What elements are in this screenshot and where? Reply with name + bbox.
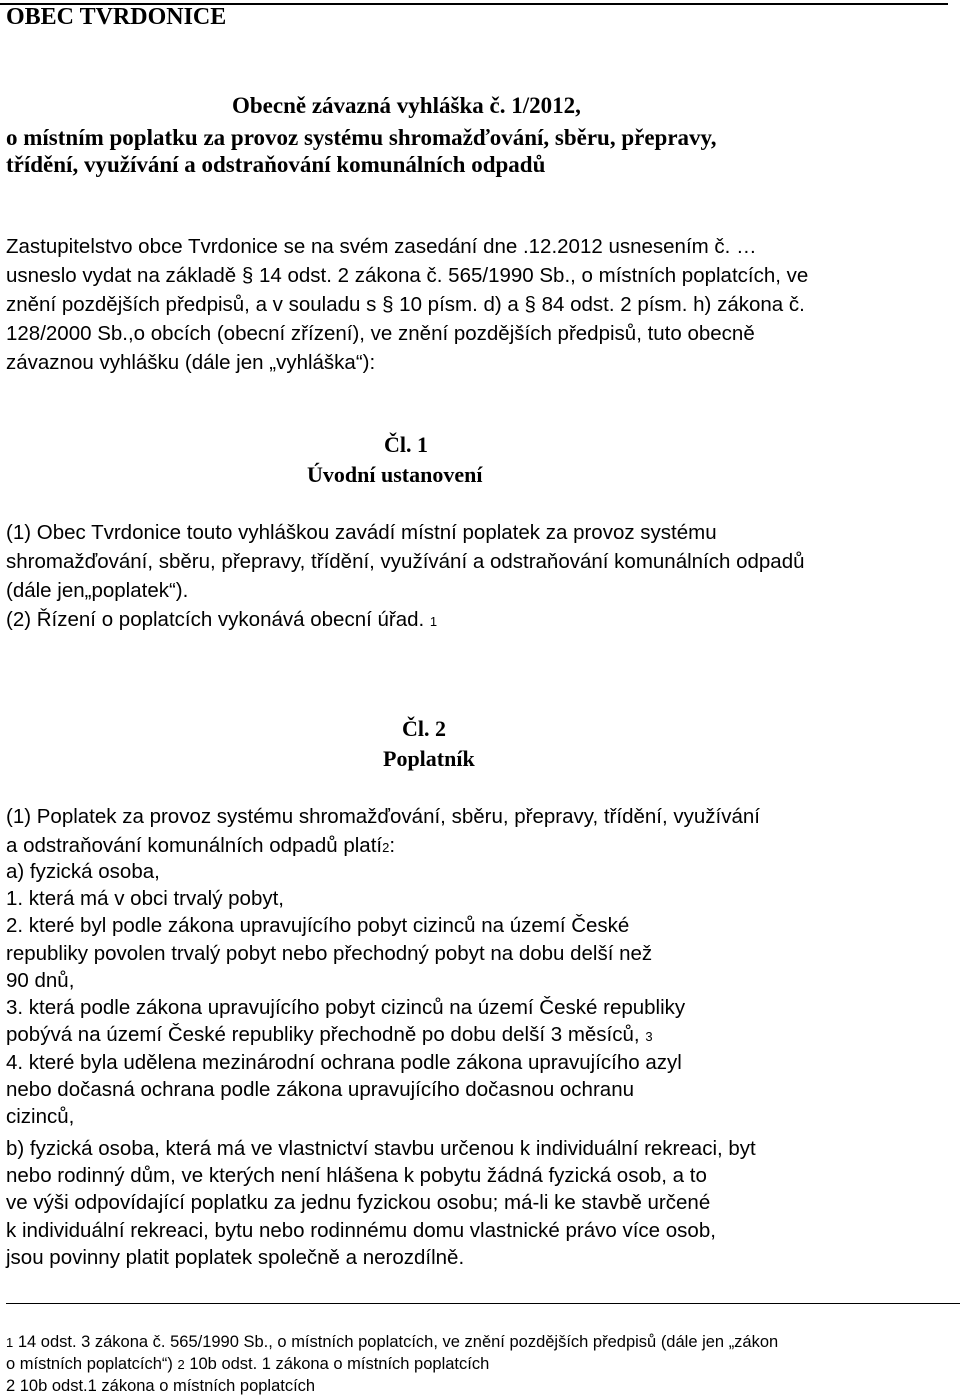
preamble-line: znění pozdějších předpisů, a v souladu s § 10 písm. d) a § 84 odst. 2 písm. h) zákona č.: [6, 293, 805, 316]
preamble-line: usneslo vydat na základě § 14 odst. 2 zákona č. 565/1990 Sb., o místních poplatcích, ve: [6, 264, 809, 287]
footnote-text: 10b odst. 1 zákona o místních poplatcích: [189, 1355, 490, 1373]
footnote-separator: [6, 1303, 960, 1304]
article1-line: (1) Obec Tvrdonice touto vyhláškou zavádí místní poplatek za provoz systému: [6, 521, 717, 544]
article2-line: 3. která podle zákona upravujícího pobyt cizinců na území České republiky: [6, 996, 686, 1019]
footnote-number: 1: [6, 1335, 14, 1350]
footnote-ref: 2: [382, 840, 390, 855]
article2-line-with-ref: [6, 1020, 653, 1051]
article2-line: nebo rodinný dům, ve kterých není hlášena k pobytu žádná fyzická osob, a to: [6, 1164, 707, 1187]
article2-line-text: pobývá na území České republiky přechodně po dobu delší 3 měsíců,: [6, 1023, 640, 1046]
footnote-1-cont: [6, 1355, 489, 1374]
ordinance-title-line2: o místním poplatku za provoz systému shromažďování, sběru, přepravy,: [6, 125, 717, 150]
article2-number: Čl. 2: [402, 716, 446, 741]
footnote-1: [6, 1333, 778, 1352]
footnote-text: o místních poplatcích“): [6, 1355, 173, 1373]
article2-line: jsou povinny platit poplatek společně a nerozdílně.: [6, 1246, 465, 1269]
article2-line-text: a odstraňování komunálních odpadů platí: [6, 834, 383, 857]
preamble-line: 128/2000 Sb.,o obcích (obecní zřízení), ve znění pozdějších předpisů, tuto obecně: [6, 322, 755, 345]
article2-line: ve výši odpovídající poplatku za jednu fyzickou osobu; má-li ke stavbě určené: [6, 1191, 711, 1214]
article1-heading: Úvodní ustanovení: [307, 462, 483, 487]
preamble-line: závaznou vyhlášku (dále jen „vyhláška“):: [6, 351, 376, 374]
article2-line: cizinců,: [6, 1105, 75, 1128]
footnote-ref: 1: [429, 614, 438, 629]
footnote-3: 2 10b odst.1 zákona o místních poplatcích: [6, 1377, 316, 1395]
municipality-header: OBEC TVRDONICE: [6, 4, 227, 30]
article2-line: 1. která má v obci trvalý pobyt,: [6, 887, 285, 910]
article2-line: 4. které byla udělena mezinárodní ochrana podle zákona upravujícího azyl: [6, 1051, 682, 1074]
ordinance-title-line3: třídění, využívání a odstraňování komunálních odpadů: [6, 152, 546, 177]
article2-line: k individuální rekreaci, bytu nebo rodinnému domu vlastnické právo více osob,: [6, 1219, 716, 1242]
article2-line: nebo dočasná ochrana podle zákona upravujícího dočasnou ochranu: [6, 1078, 634, 1101]
article2-line: (1) Poplatek za provoz systému shromažďování, sběru, přepravy, třídění, využívání: [6, 805, 760, 828]
article2-line: 90 dnů,: [6, 969, 75, 992]
article2-line: republiky povolen trvalý pobyt nebo přechodný pobyt na dobu delší než: [6, 942, 653, 965]
article1-number: Čl. 1: [384, 432, 428, 457]
footnote-text: 14 odst. 3 zákona č. 565/1990 Sb., o místních poplatcích, ve znění pozdějších předpisů (dále jen „zákon: [17, 1333, 779, 1351]
article1-line-text: (2) Řízení o poplatcích vykonává obecní úřad.: [6, 608, 425, 631]
article2-heading: Poplatník: [383, 746, 475, 771]
article1-line-2: [6, 605, 437, 636]
article1-line: (dále jen„poplatek“).: [6, 579, 189, 602]
article2-line: 2. které byl podle zákona upravujícího pobyt cizinců na území České: [6, 914, 630, 937]
article2-line: b) fyzická osoba, která má ve vlastnictví stavbu určenou k individuální rekreaci, byt: [6, 1137, 756, 1160]
ordinance-title-line1: Obecně závazná vyhláška č. 1/2012,: [232, 93, 581, 118]
article1-line: shromažďování, sběru, přepravy, třídění, využívání a odstraňování komunálních odpadů: [6, 550, 805, 573]
preamble-line: Zastupitelstvo obce Tvrdonice se na svém zasedání dne .12.2012 usnesením č. …: [6, 235, 757, 258]
footnote-number: 2: [177, 1357, 185, 1372]
footnote-ref: 3: [645, 1029, 653, 1044]
article2-line-end: :: [389, 834, 396, 857]
article2-line: a) fyzická osoba,: [6, 860, 160, 883]
